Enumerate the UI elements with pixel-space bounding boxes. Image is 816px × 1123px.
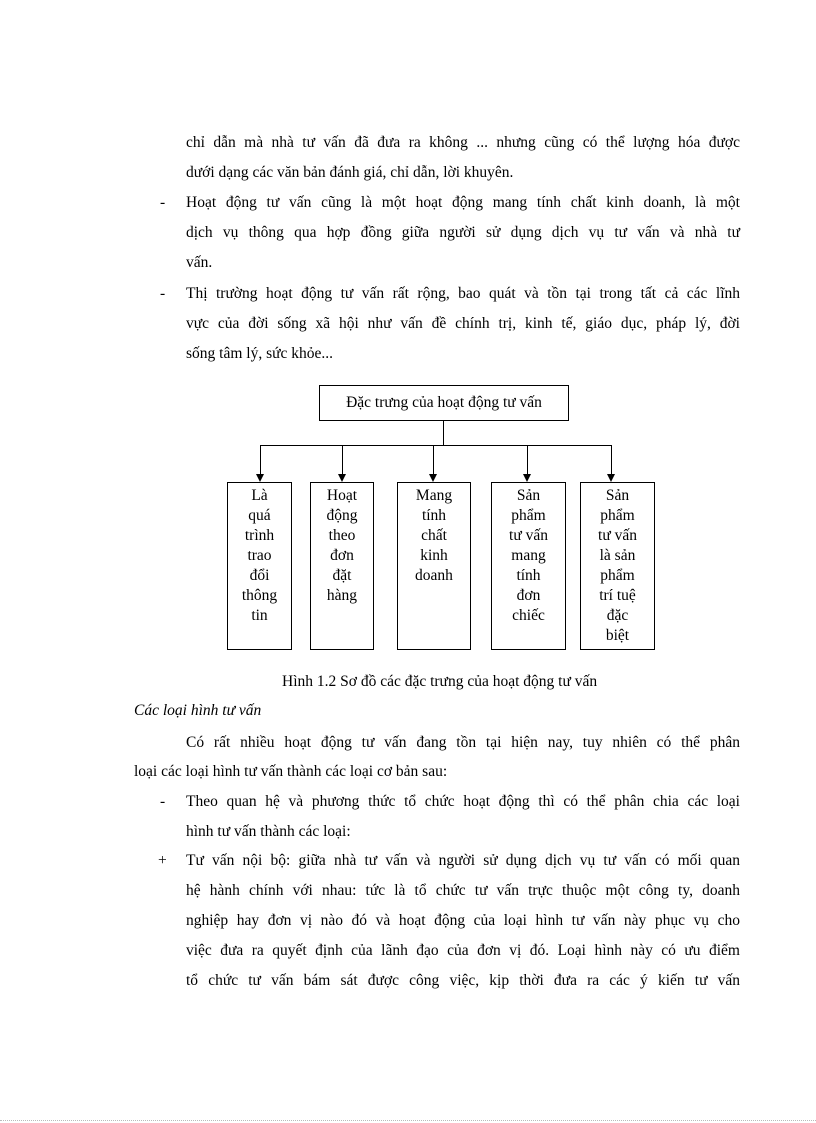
box-5-word: biệt: [605, 627, 630, 644]
bullet-1-line-2: dịch vụ thông qua hợp đồng giữa người sử dụng dịch vụ tư vấn và nhà tư: [186, 224, 740, 241]
box-1-word: tin: [251, 607, 268, 624]
bullet-1-line-1: Hoạt động tư vấn cũng là một hoạt động mang tính chất kinh doanh, là một: [186, 194, 740, 211]
diagram-box-4: [491, 482, 566, 650]
box-3-word: tính: [421, 507, 447, 524]
box-4-word: mang: [511, 547, 546, 564]
figure-caption: Hình 1.2 Sơ đồ các đặc trưng của hoạt động tư vấn: [282, 673, 598, 690]
box-2-word: theo: [328, 527, 356, 544]
bullet-4-line-3: nghiệp hay đơn vị nào đó và hoạt động của loại hình tư vấn này phục vụ cho: [186, 912, 740, 929]
section-heading: Các loại hình tư vấn: [134, 702, 262, 719]
diagram-connector-bar: [260, 445, 611, 446]
box-3-word: Mang: [415, 487, 453, 504]
diagram-box-3: [397, 482, 471, 650]
diagram-arrow-line-2: [342, 445, 343, 475]
box-5-word: tư vấn: [598, 527, 637, 544]
diagram-box-5: [580, 482, 655, 650]
bullet-2-line-1: Thị trường hoạt động tư vấn rất rộng, bao quát và tồn tại trong tất cả các lĩnh: [186, 285, 740, 302]
box-4-word: Sản: [516, 487, 541, 504]
box-2-word: đặt: [332, 567, 352, 584]
box-3-word: chất: [421, 527, 447, 544]
bullet-4-line-4: việc đưa ra quyết định của lãnh đạo của đơn vị đó. Loại hình này có ưu điểm: [186, 942, 740, 959]
box-2-word: hàng: [326, 587, 358, 604]
box-5-word: phẩm: [600, 567, 635, 584]
diagram-arrowhead-5: [607, 474, 615, 482]
box-1-word: trình: [244, 527, 275, 544]
box-1-word: Là: [251, 487, 268, 504]
bullet-2-line-2: vực của đời sống xã hội như vấn đề chính trị, kinh tế, giáo dục, pháp lý, đời: [186, 315, 740, 332]
box-4-word: chiếc: [512, 607, 545, 624]
box-4-word: phẩm: [511, 507, 546, 524]
section-intro-line-2: loại các loại hình tư vấn thành các loại cơ bản sau:: [134, 763, 448, 780]
diagram-arrowhead-1: [256, 474, 264, 482]
box-1-word: quá: [248, 507, 271, 524]
box-1-word: đổi: [249, 567, 270, 584]
diagram-arrowhead-3: [429, 474, 437, 482]
box-4-word: tư vấn: [509, 527, 548, 544]
diagram-arrow-line-1: [260, 445, 261, 475]
bullet-2-marker: -: [160, 285, 166, 302]
diagram-arrow-line-5: [611, 445, 612, 475]
diagram-arrowhead-2: [338, 474, 346, 482]
box-1-word: thông: [241, 587, 278, 604]
box-5-word: đặc: [606, 607, 629, 624]
bullet-4-line-5: tổ chức tư vấn bám sát được công việc, kịp thời đưa ra các ý kiến tư vấn: [186, 972, 740, 989]
bullet-1-marker: -: [160, 194, 166, 211]
diagram-box-2: [310, 482, 374, 650]
diagram-title-box: Đặc trưng của hoạt động tư vấn: [319, 385, 569, 421]
page-bottom-divider: [0, 1120, 816, 1121]
section-intro-line-1: Có rất nhiều hoạt động tư vấn đang tồn tại hiện nay, tuy nhiên có thể phân: [186, 734, 740, 751]
paragraph-1-line-1: chỉ dẫn mà nhà tư vấn đã đưa ra không ... nhưng cũng có thể lượng hóa được: [186, 134, 740, 151]
bullet-2-line-3: sống tâm lý, sức khỏe...: [186, 345, 334, 362]
diagram-arrowhead-4: [523, 474, 531, 482]
bullet-4-line-2: hệ hành chính với nhau: tức là tổ chức tư vấn trực thuộc một công ty, doanh: [186, 882, 740, 899]
box-2-word: Hoạt: [326, 487, 358, 504]
box-4-word: tính: [516, 567, 541, 584]
box-1-word: trao: [247, 547, 272, 564]
bullet-4-marker: +: [158, 852, 167, 869]
box-3-word: doanh: [415, 567, 453, 584]
box-2-word: đơn: [330, 547, 354, 564]
box-2-word: động: [326, 507, 358, 524]
diagram-arrow-line-3: [433, 445, 434, 475]
bullet-3-marker: -: [160, 793, 166, 810]
diagram-arrow-line-4: [527, 445, 528, 475]
box-5-word: trí tuệ: [599, 587, 636, 604]
diagram-box-1: [227, 482, 292, 650]
bullet-3-line-2: hình tư vấn thành các loại:: [186, 823, 351, 840]
paragraph-1-line-2: dưới dạng các văn bản đánh giá, chỉ dẫn, lời khuyên.: [186, 164, 514, 181]
box-5-word: Sản: [605, 487, 630, 504]
box-3-word: kinh: [420, 547, 448, 564]
box-5-word: là sản: [599, 547, 636, 564]
box-5-word: phẩm: [600, 507, 635, 524]
diagram-connector-stem: [443, 421, 444, 445]
bullet-1-line-3: vấn.: [186, 254, 213, 271]
bullet-3-line-1: Theo quan hệ và phương thức tổ chức hoạt động thì có thể phân chia các loại: [186, 793, 740, 810]
box-4-word: đơn: [516, 587, 541, 604]
bullet-4-line-1: Tư vấn nội bộ: giữa nhà tư vấn và người sử dụng dịch vụ tư vấn có mối quan: [186, 852, 740, 869]
